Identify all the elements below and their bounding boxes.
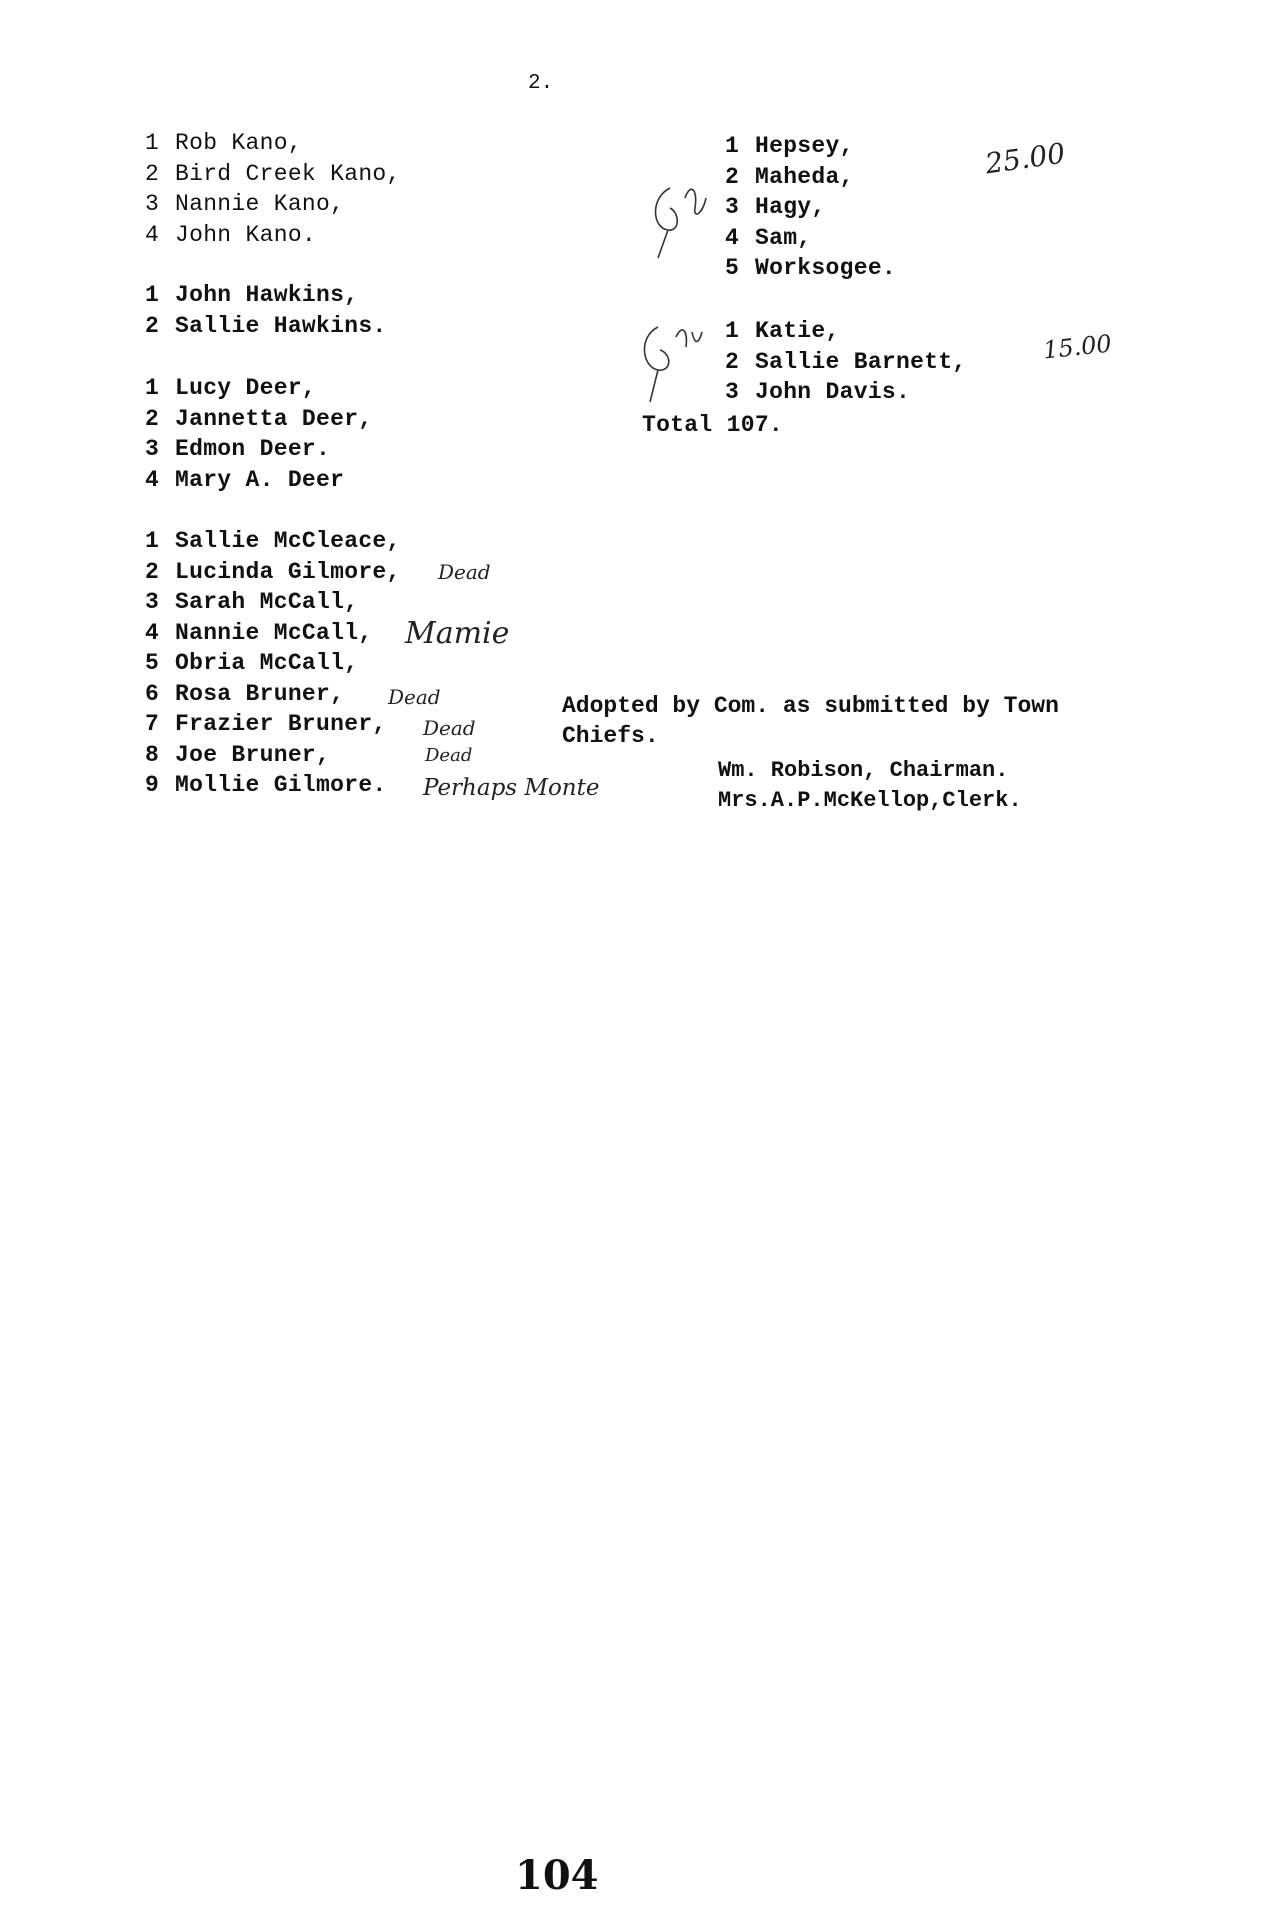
member-name: John Kano. [175,221,317,248]
list-item [725,377,967,408]
list-item [145,526,401,557]
member-name: Rob Kano, [175,130,302,156]
handwritten-note: Perhaps Monte [423,775,600,801]
member-number: 4 [145,619,160,646]
member-number: 8 [145,741,160,768]
page-number: 2. [528,72,554,95]
member-name: John Davis. [755,379,911,405]
chairman-signature: Wm. Robison, Chairman. [718,758,1009,783]
list-item [725,192,896,223]
member-name: Mollie Gilmore. [175,772,387,798]
list-item [725,223,896,254]
list-item [725,131,896,162]
member-name: Sallie Barnett, [755,348,967,375]
family-hepsey [725,131,896,284]
handwritten-bracket-mark [640,168,720,278]
member-number: 5 [725,255,740,281]
member-name: Lucinda Gilmore, [175,558,401,585]
clerk-signature: Mrs.A.P.McKellop,Clerk. [718,788,1022,813]
member-number: 3 [725,379,740,405]
list-item [145,648,401,679]
list-item [145,709,401,740]
member-number: 2 [725,348,740,375]
family-katie [725,316,967,408]
member-number: 4 [145,466,160,493]
handwritten-note: Dead [425,745,473,766]
adoption-note-line-1: Adopted by Com. as submitted by Town [562,693,1059,719]
list-item [725,162,896,193]
member-name: Maheda, [755,163,854,190]
member-name: Nannie Kano, [175,191,345,217]
list-item [725,316,967,347]
member-number: 7 [145,711,160,737]
family-kano [145,128,401,250]
member-name: Sallie Hawkins. [175,312,387,339]
handwritten-bracket-mark [628,312,718,417]
total: Total 107. [642,412,784,438]
member-number: 2 [145,312,160,339]
member-number: 2 [145,160,160,187]
member-name: Rosa Bruner, [175,680,345,707]
family-mccall [145,526,401,801]
member-number: 1 [145,282,160,308]
list-item [145,373,372,404]
member-number: 6 [145,680,160,707]
list-item [145,557,401,588]
list-item [145,280,387,311]
list-item [145,740,401,771]
member-name: Sallie McCleace, [175,528,401,554]
list-item [145,128,401,159]
member-number: 3 [145,589,160,615]
list-item [145,618,401,649]
list-item [145,587,401,618]
list-item [725,347,967,378]
member-name: Worksogee. [755,255,897,281]
member-number: 1 [145,130,160,156]
list-item [145,189,401,220]
member-name: Hagy, [755,194,826,220]
member-name: Obria McCall, [175,650,359,676]
member-number: 2 [725,163,740,190]
handwritten-amount: 25.00 [983,136,1068,181]
member-name: Joe Bruner, [175,741,331,768]
member-name: Nannie McCall, [175,619,373,646]
list-item [145,770,401,801]
member-name: Katie, [755,318,840,344]
member-name: Bird Creek Kano, [175,160,401,187]
handwritten-note: Dead [388,685,441,709]
list-item [145,679,401,710]
member-number: 1 [725,318,740,344]
list-item [725,253,896,284]
member-name: Mary A. Deer [175,466,345,493]
member-number: 1 [145,528,160,554]
member-name: Lucy Deer, [175,375,317,401]
folio-number: 104 [515,1852,599,1899]
list-item [145,159,401,190]
member-number: 3 [145,191,160,217]
list-item [145,220,401,251]
member-number: 9 [145,772,160,798]
list-item [145,404,372,435]
member-name: Sarah McCall, [175,589,359,615]
member-name: Frazier Bruner, [175,711,387,737]
adoption-note-line-2: Chiefs. [562,723,659,749]
member-number: 1 [725,133,740,159]
list-item [145,311,387,342]
list-item [145,465,372,496]
handwritten-amount: 15.00 [1041,329,1113,365]
member-name: Hepsey, [755,133,854,159]
member-number: 5 [145,650,160,676]
member-name: Jannetta Deer, [175,405,373,432]
member-name: Sam, [755,224,812,251]
member-name: Edmon Deer. [175,436,331,462]
member-number: 1 [145,375,160,401]
member-number: 4 [145,221,160,248]
member-number: 3 [725,194,740,220]
member-name: John Hawkins, [175,282,359,308]
list-item [145,434,372,465]
family-deer [145,373,372,495]
handwritten-note: Mamie [405,616,510,651]
member-number: 2 [145,405,160,432]
member-number: 3 [145,436,160,462]
handwritten-note: Dead [438,560,491,584]
handwritten-note: Dead [423,716,476,740]
family-hawkins [145,280,387,341]
member-number: 4 [725,224,740,251]
member-number: 2 [145,558,160,585]
